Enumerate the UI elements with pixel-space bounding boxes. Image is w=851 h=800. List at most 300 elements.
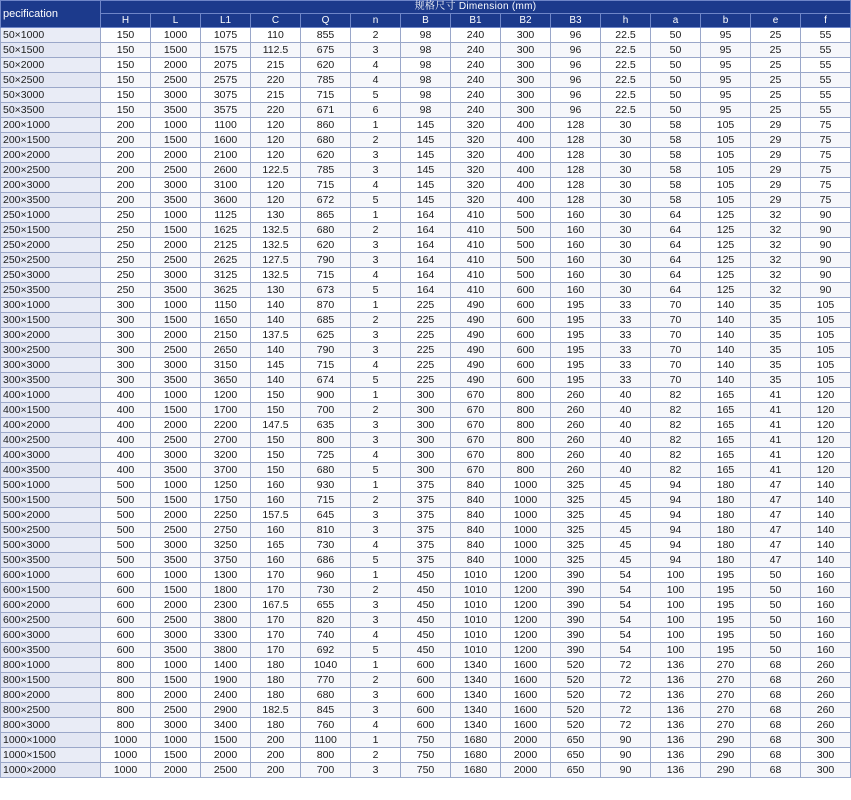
dimension-cell: 54 (601, 628, 651, 643)
dimension-cell: 600 (401, 658, 451, 673)
dimension-cell: 150 (251, 388, 301, 403)
dimension-cell: 240 (451, 103, 501, 118)
dimension-cell: 320 (451, 118, 501, 133)
dimension-cell: 225 (401, 343, 451, 358)
dimension-cell: 30 (601, 223, 651, 238)
dimension-cell: 22.5 (601, 28, 651, 43)
dimension-cell: 600 (101, 613, 151, 628)
dimension-cell: 600 (501, 343, 551, 358)
dimension-cell: 2600 (201, 163, 251, 178)
dimension-cell: 112.5 (251, 43, 301, 58)
dimension-cell: 670 (451, 418, 501, 433)
dimension-cell: 160 (801, 613, 851, 628)
dimension-cell: 800 (501, 448, 551, 463)
dimension-cell: 410 (451, 253, 501, 268)
column-header: a (651, 14, 701, 28)
dimension-cell: 400 (501, 118, 551, 133)
spec-cell: 300×3000 (1, 358, 101, 373)
dimension-cell: 2000 (151, 418, 201, 433)
dimension-cell: 600 (501, 283, 551, 298)
dimension-cell: 300 (401, 388, 451, 403)
dimension-cell: 137.5 (251, 328, 301, 343)
dimension-cell: 645 (301, 508, 351, 523)
spec-cell: 250×2500 (1, 253, 101, 268)
dimension-cell: 180 (701, 493, 751, 508)
dimension-cell: 128 (551, 118, 601, 133)
dimension-cell: 400 (101, 463, 151, 478)
dimension-cell: 650 (551, 748, 601, 763)
dimension-cell: 160 (551, 268, 601, 283)
dimension-cell: 1600 (501, 718, 551, 733)
dimension-cell: 680 (301, 133, 351, 148)
dimension-cell: 195 (701, 583, 751, 598)
dimension-cell: 100 (651, 643, 701, 658)
dimension-cell: 1600 (501, 658, 551, 673)
dimension-cell: 3500 (151, 553, 201, 568)
dimension-cell: 50 (751, 598, 801, 613)
dimension-cell: 800 (101, 718, 151, 733)
dimension-cell: 2000 (151, 763, 201, 778)
dimension-cell: 2500 (151, 523, 201, 538)
dimension-cell: 4 (351, 538, 401, 553)
dimension-cell: 105 (701, 193, 751, 208)
dimension-cell: 55 (801, 28, 851, 43)
dimension-cell: 325 (551, 538, 601, 553)
dimension-cell: 1200 (501, 598, 551, 613)
dimension-cell: 390 (551, 613, 601, 628)
dimension-cell: 2000 (151, 238, 201, 253)
dimension-cell: 300 (101, 358, 151, 373)
dimension-cell: 2 (351, 583, 401, 598)
dimension-cell: 70 (651, 328, 701, 343)
dimension-cell: 47 (751, 493, 801, 508)
column-header-row (1, 14, 851, 28)
dimension-cell: 150 (251, 448, 301, 463)
column-header: Q (301, 14, 351, 28)
dimension-cell: 1000 (501, 523, 551, 538)
table-row (1, 688, 851, 703)
dimension-cell: 47 (751, 523, 801, 538)
dimension-cell: 1010 (451, 643, 501, 658)
dimension-cell: 70 (651, 358, 701, 373)
dimension-cell: 500 (101, 538, 151, 553)
dimension-cell: 3100 (201, 178, 251, 193)
dimension-cell: 170 (251, 643, 301, 658)
dimension-cell: 600 (101, 568, 151, 583)
dimension-cell: 82 (651, 388, 701, 403)
dimension-cell: 1500 (151, 673, 201, 688)
dimension-cell: 1200 (201, 388, 251, 403)
dimension-cell: 140 (801, 523, 851, 538)
dimension-cell: 95 (701, 103, 751, 118)
dimension-cell: 90 (801, 208, 851, 223)
dimension-cell: 800 (301, 433, 351, 448)
dimension-cell: 600 (501, 358, 551, 373)
dimension-cell: 1100 (301, 733, 351, 748)
dimension-cell: 240 (451, 58, 501, 73)
dimension-cell: 82 (651, 433, 701, 448)
dimension-cell: 300 (101, 328, 151, 343)
dimension-cell: 250 (101, 238, 151, 253)
dimension-cell: 1040 (301, 658, 351, 673)
dimension-cell: 800 (501, 418, 551, 433)
dimension-cell: 845 (301, 703, 351, 718)
dimension-cell: 1 (351, 298, 401, 313)
dimension-cell: 300 (501, 73, 551, 88)
dimension-cell: 2500 (151, 253, 201, 268)
dimension-cell: 96 (551, 88, 601, 103)
dimension-cell: 25 (751, 73, 801, 88)
dimension-cell: 160 (551, 208, 601, 223)
dimension-cell: 300 (401, 463, 451, 478)
dimension-cell: 375 (401, 478, 451, 493)
dimension-cell: 195 (701, 598, 751, 613)
dimension-cell: 147.5 (251, 418, 301, 433)
dimension-cell: 94 (651, 553, 701, 568)
dimension-cell: 500 (101, 493, 151, 508)
dimension-cell: 1010 (451, 613, 501, 628)
dimension-cell: 54 (601, 613, 651, 628)
table-row (1, 703, 851, 718)
dimension-cell: 4 (351, 73, 401, 88)
dimension-cell: 164 (401, 283, 451, 298)
dimension-cell: 105 (801, 313, 851, 328)
dimension-cell: 130 (251, 283, 301, 298)
dimension-cell: 600 (101, 643, 151, 658)
table-row (1, 403, 851, 418)
dimension-cell: 1800 (201, 583, 251, 598)
dimension-cell: 260 (801, 718, 851, 733)
dimension-cell: 1010 (451, 568, 501, 583)
dimension-cell: 325 (551, 523, 601, 538)
dimension-cell: 625 (301, 328, 351, 343)
dimension-cell: 3750 (201, 553, 251, 568)
dimension-cell: 490 (451, 373, 501, 388)
spec-cell: 400×1500 (1, 403, 101, 418)
dimension-cell: 64 (651, 268, 701, 283)
dimension-cell: 300 (501, 43, 551, 58)
dimension-cell: 390 (551, 568, 601, 583)
spec-cell: 50×1500 (1, 43, 101, 58)
spec-cell: 250×1500 (1, 223, 101, 238)
spec-cell: 1000×1000 (1, 733, 101, 748)
spec-cell: 600×2500 (1, 613, 101, 628)
dimension-cell: 165 (701, 403, 751, 418)
dimension-cell: 860 (301, 118, 351, 133)
dimension-cell: 635 (301, 418, 351, 433)
dimension-cell: 450 (401, 643, 451, 658)
dimension-cell: 410 (451, 238, 501, 253)
dimension-cell: 58 (651, 163, 701, 178)
dimension-cell: 120 (801, 433, 851, 448)
spec-cell: 50×2000 (1, 58, 101, 73)
spec-cell: 200×1500 (1, 133, 101, 148)
dimension-cell: 1500 (151, 403, 201, 418)
dimension-cell: 140 (701, 328, 751, 343)
dimension-cell: 500 (101, 523, 151, 538)
dimension-cell: 64 (651, 238, 701, 253)
spec-cell: 400×3500 (1, 463, 101, 478)
dimension-cell: 125 (701, 238, 751, 253)
table-row (1, 673, 851, 688)
dimension-cell: 1 (351, 208, 401, 223)
dimension-cell: 620 (301, 148, 351, 163)
table-body (1, 28, 851, 778)
dimension-cell: 1000 (501, 508, 551, 523)
dimension-cell: 94 (651, 523, 701, 538)
dimension-cell: 2 (351, 223, 401, 238)
dimension-cell: 98 (401, 88, 451, 103)
dimension-cell: 2250 (201, 508, 251, 523)
dimension-cell: 2150 (201, 328, 251, 343)
dimension-cell: 300 (101, 313, 151, 328)
dimension-cell: 1750 (201, 493, 251, 508)
dimension-cell: 96 (551, 28, 601, 43)
dimension-cell: 95 (701, 43, 751, 58)
dimension-cell: 5 (351, 88, 401, 103)
dimension-cell: 3150 (201, 358, 251, 373)
dimension-cell: 3 (351, 433, 401, 448)
dimension-cell: 325 (551, 478, 601, 493)
dimension-cell: 58 (651, 118, 701, 133)
dimension-cell: 375 (401, 538, 451, 553)
dimension-cell: 670 (451, 433, 501, 448)
spec-cell: 400×2500 (1, 433, 101, 448)
dimension-cell: 125 (701, 223, 751, 238)
dimension-cell: 3 (351, 328, 401, 343)
dimension-cell: 40 (601, 448, 651, 463)
dimension-cell: 4 (351, 268, 401, 283)
dimension-cell: 375 (401, 553, 451, 568)
dimension-cell: 450 (401, 598, 451, 613)
spec-cell: 500×3000 (1, 538, 101, 553)
dimension-cell: 800 (101, 673, 151, 688)
dimension-cell: 800 (101, 688, 151, 703)
dimension-cell: 2000 (151, 328, 201, 343)
dimension-cell: 70 (651, 373, 701, 388)
dimension-cell: 45 (601, 538, 651, 553)
dimension-cell: 195 (551, 373, 601, 388)
dimension-cell: 600 (101, 628, 151, 643)
dimension-cell: 220 (251, 103, 301, 118)
table-row (1, 58, 851, 73)
dimension-cell: 68 (751, 748, 801, 763)
dimension-cell: 33 (601, 343, 651, 358)
dimension-cell: 150 (101, 88, 151, 103)
dimension-cell: 225 (401, 328, 451, 343)
dimension-cell: 120 (801, 418, 851, 433)
dimension-cell: 1000 (151, 298, 201, 313)
dimension-cell: 4 (351, 358, 401, 373)
dimension-cell: 260 (551, 448, 601, 463)
dimension-cell: 290 (701, 748, 751, 763)
dimension-cell: 50 (751, 568, 801, 583)
dimension-cell: 22.5 (601, 58, 651, 73)
dimension-cell: 520 (551, 703, 601, 718)
dimension-cell: 855 (301, 28, 351, 43)
dimension-cell: 325 (551, 553, 601, 568)
dimension-cell: 320 (451, 178, 501, 193)
dimension-cell: 1 (351, 733, 401, 748)
dimension-cell: 95 (701, 73, 751, 88)
dimension-cell: 700 (301, 403, 351, 418)
dimension-cell: 100 (651, 598, 701, 613)
dimension-cell: 490 (451, 358, 501, 373)
dimension-cell: 32 (751, 238, 801, 253)
dimension-cell: 55 (801, 88, 851, 103)
dimension-cell: 1500 (201, 733, 251, 748)
table-row (1, 133, 851, 148)
dimension-cell: 33 (601, 313, 651, 328)
dimension-cell: 225 (401, 358, 451, 373)
dimension-cell: 840 (451, 538, 501, 553)
spec-cell: 300×2000 (1, 328, 101, 343)
dimension-cell: 132.5 (251, 223, 301, 238)
dimension-cell: 170 (251, 613, 301, 628)
dimension-cell: 410 (451, 223, 501, 238)
dimension-cell: 70 (651, 298, 701, 313)
dimension-cell: 3500 (151, 103, 201, 118)
dimension-cell: 90 (801, 268, 851, 283)
dimension-cell: 800 (501, 433, 551, 448)
dimension-cell: 1000 (151, 388, 201, 403)
dimension-cell: 140 (801, 508, 851, 523)
dimension-cell: 670 (451, 463, 501, 478)
dimension-cell: 33 (601, 328, 651, 343)
dimension-cell: 1000 (151, 118, 201, 133)
dimension-cell: 1680 (451, 763, 501, 778)
dimension-cell: 3125 (201, 268, 251, 283)
dimension-cell: 47 (751, 478, 801, 493)
dimension-cell: 520 (551, 688, 601, 703)
column-header: B (401, 14, 451, 28)
dimension-cell: 2900 (201, 703, 251, 718)
dimension-cell: 68 (751, 733, 801, 748)
table-row (1, 538, 851, 553)
dimension-cell: 22.5 (601, 43, 651, 58)
dimension-cell: 500 (101, 508, 151, 523)
dimension-cell: 165 (701, 418, 751, 433)
table-row (1, 178, 851, 193)
dimension-cell: 68 (751, 673, 801, 688)
dimension-cell: 1000 (101, 733, 151, 748)
dimension-cell: 600 (501, 298, 551, 313)
dimension-cell: 68 (751, 763, 801, 778)
table-row (1, 493, 851, 508)
dimension-cell: 105 (701, 163, 751, 178)
dimension-cell: 95 (701, 28, 751, 43)
dimension-cell: 164 (401, 268, 451, 283)
dimension-cell: 800 (101, 703, 151, 718)
dimension-cell: 490 (451, 343, 501, 358)
dimension-cell: 72 (601, 688, 651, 703)
dimension-cell: 54 (601, 598, 651, 613)
spec-cell: 400×3000 (1, 448, 101, 463)
dimension-cell: 1000 (101, 748, 151, 763)
dimension-cell: 600 (401, 688, 451, 703)
dimension-cell: 35 (751, 298, 801, 313)
dimension-cell: 45 (601, 508, 651, 523)
spec-cell: 300×3500 (1, 373, 101, 388)
dimension-cell: 125 (701, 283, 751, 298)
spec-cell: 600×3000 (1, 628, 101, 643)
dimension-cell: 1600 (501, 703, 551, 718)
dimension-cell: 1340 (451, 658, 501, 673)
dimension-cell: 200 (101, 163, 151, 178)
dimension-cell: 54 (601, 643, 651, 658)
spec-cell: 500×3500 (1, 553, 101, 568)
dimension-cell: 165 (701, 448, 751, 463)
dimension-cell: 125 (701, 208, 751, 223)
table-row (1, 748, 851, 763)
dimension-cell: 140 (801, 493, 851, 508)
dimension-cell: 1340 (451, 718, 501, 733)
dimension-cell: 2 (351, 403, 401, 418)
dimension-cell: 128 (551, 133, 601, 148)
dimension-cell: 715 (301, 493, 351, 508)
dimension-cell: 64 (651, 223, 701, 238)
dimension-cell: 2575 (201, 73, 251, 88)
table-row (1, 598, 851, 613)
dimension-cell: 1000 (151, 478, 201, 493)
column-header: b (701, 14, 751, 28)
dimension-cell: 150 (101, 43, 151, 58)
dimension-cell: 50 (751, 643, 801, 658)
spec-cell: 800×2000 (1, 688, 101, 703)
dimension-cell: 270 (701, 688, 751, 703)
dimension-cell: 1625 (201, 223, 251, 238)
dimension-cell: 33 (601, 298, 651, 313)
dimension-cell: 25 (751, 58, 801, 73)
spec-cell: 300×2500 (1, 343, 101, 358)
dimension-cell: 250 (101, 253, 151, 268)
dimension-cell: 33 (601, 373, 651, 388)
dimension-cell: 180 (701, 508, 751, 523)
dimension-cell: 94 (651, 478, 701, 493)
spec-cell: 200×1000 (1, 118, 101, 133)
dimension-cell: 2 (351, 28, 401, 43)
dimension-cell: 3400 (201, 718, 251, 733)
dimension-cell: 3650 (201, 373, 251, 388)
dimension-cell: 650 (551, 733, 601, 748)
dimension-cell: 300 (801, 763, 851, 778)
dimension-cell: 2500 (151, 73, 201, 88)
dimension-cell: 1010 (451, 628, 501, 643)
dimension-cell: 3800 (201, 643, 251, 658)
dimension-cell: 300 (401, 403, 451, 418)
dimension-cell: 750 (401, 748, 451, 763)
dimension-cell: 70 (651, 313, 701, 328)
dimension-cell: 750 (401, 763, 451, 778)
dimension-cell: 240 (451, 43, 501, 58)
column-header: f (801, 14, 851, 28)
dimension-cell: 2000 (151, 598, 201, 613)
dimension-cell: 2750 (201, 523, 251, 538)
dimension-cell: 40 (601, 463, 651, 478)
dimension-cell: 98 (401, 103, 451, 118)
spec-cell: 1000×2000 (1, 763, 101, 778)
dimension-cell: 270 (701, 658, 751, 673)
dimension-cell: 30 (601, 118, 651, 133)
dimension-cell: 45 (601, 493, 651, 508)
dimension-cell: 260 (801, 658, 851, 673)
dimension-cell: 30 (601, 283, 651, 298)
column-header: B3 (551, 14, 601, 28)
dimension-cell: 40 (601, 433, 651, 448)
dimension-cell: 2500 (201, 763, 251, 778)
dimension-cell: 3300 (201, 628, 251, 643)
dimension-cell: 840 (451, 478, 501, 493)
